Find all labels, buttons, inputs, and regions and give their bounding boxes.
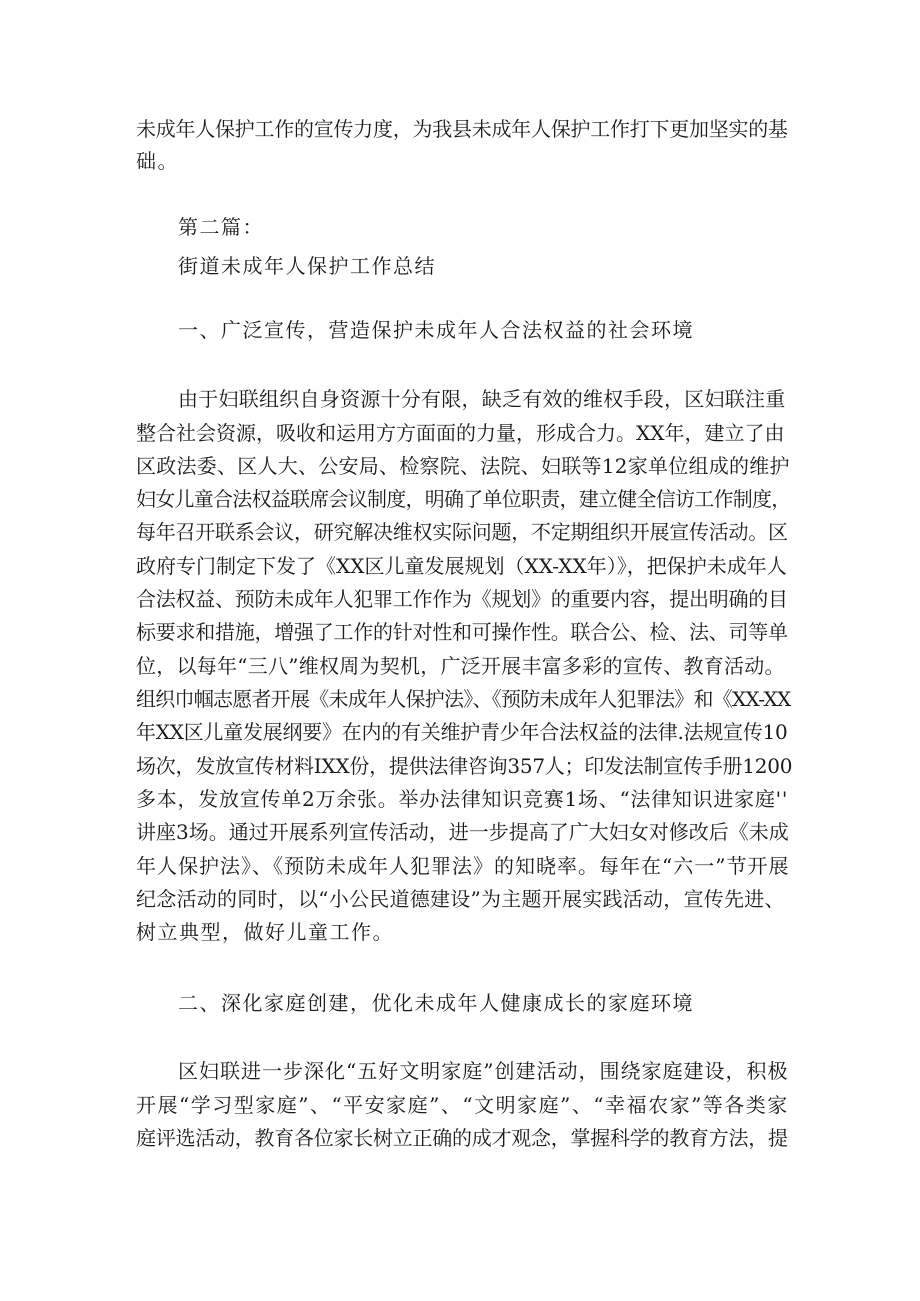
section-1-line: 场次，发放宣传材料IXX份，提供法律咨询357人；印发法制宣传手册1200 — [136, 754, 793, 778]
section-1-line: 标要求和措施，增强了工作的针对性和可操作性。联合公、检、法、司等单 — [136, 620, 788, 644]
section-1-line: 组织巾帼志愿者开展《未成年人保护法》、《预防未成年人犯罪法》和《XX-XX — [136, 687, 791, 711]
document-title: 街道未成年人保护工作总结 — [178, 254, 436, 278]
intro-line-2: 础。 — [136, 149, 179, 173]
section-1-line: 年XX区儿童发展纲要》在内的有关维护青少年合法权益的法律.法规宣传10 — [136, 720, 788, 744]
section-1-line: 多本，发放宣传单2万余张。举办法律知识竞赛1场、“法律知识进家庭'' — [136, 787, 789, 811]
section-1-line: 年人保护法》、《预防未成年人犯罪法》的知晓率。每年在“六一”节开展 — [136, 854, 790, 878]
section-1-line: 讲座3场。通过开展系列宣传活动，进一步提高了广大妇女对修改后《未成 — [136, 820, 789, 844]
section-1-line: 树立典型，做好儿童工作。 — [136, 920, 394, 944]
section-1-line: 位，以每年“三八”维权周为契机，广泛开展丰富多彩的宣传、教育活动。 — [136, 654, 785, 678]
part-label: 第二篇： — [178, 215, 264, 239]
section-1-line: 整合社会资源，吸收和运用方方面面的力量，形成合力。XX年，建立了由 — [136, 421, 785, 445]
section-1-line: 由于妇联组织自身资源十分有限，缺乏有效的维权手段，区妇联注重 — [178, 387, 786, 411]
section-1-line: 政府专门制定下发了《XX区儿童发展规划（XX-XX年）》，把保护未成年人 — [136, 554, 787, 578]
section-2-line: 区妇联进一步深化“五好文明家庭”创建活动，围绕家庭建设，积极 — [178, 1059, 789, 1083]
section-1-line: 纪念活动的同时，以“小公民道德建设”为主题开展实践活动，宣传先进、 — [136, 887, 785, 911]
section-1-line: 妇女儿童合法权益联席会议制度，明确了单位职责，建立健全信访工作制度， — [136, 487, 791, 511]
section-1-line: 合法权益、预防未成年人犯罪工作作为《规划》的重要内容，提出明确的目 — [136, 587, 788, 611]
section-2-line: 开展“学习型家庭”、“平安家庭”、“文明家庭”、“幸福农家”等各类家 — [136, 1093, 789, 1117]
section-1-line: 每年召开联系会议，研究解决维权实际问题，不定期组织开展宣传活动。区 — [136, 520, 788, 544]
section-1-heading: 一、广泛宣传，营造保护未成年人合法权益的社会环境 — [178, 318, 694, 342]
section-2-line: 庭评选活动，教育各位家长树立正确的成才观念，掌握科学的教育方法，提 — [136, 1126, 788, 1150]
section-2-heading: 二、深化家庭创建，优化未成年人健康成长的家庭环境 — [178, 991, 694, 1015]
section-1-line: 区政法委、区人大、公安局、检察院、法院、妇联等12家单位组成的维护 — [136, 454, 790, 478]
intro-line-1: 未成年人保护工作的宣传力度，为我县未成年人保护工作打下更加坚实的基 — [136, 117, 788, 141]
